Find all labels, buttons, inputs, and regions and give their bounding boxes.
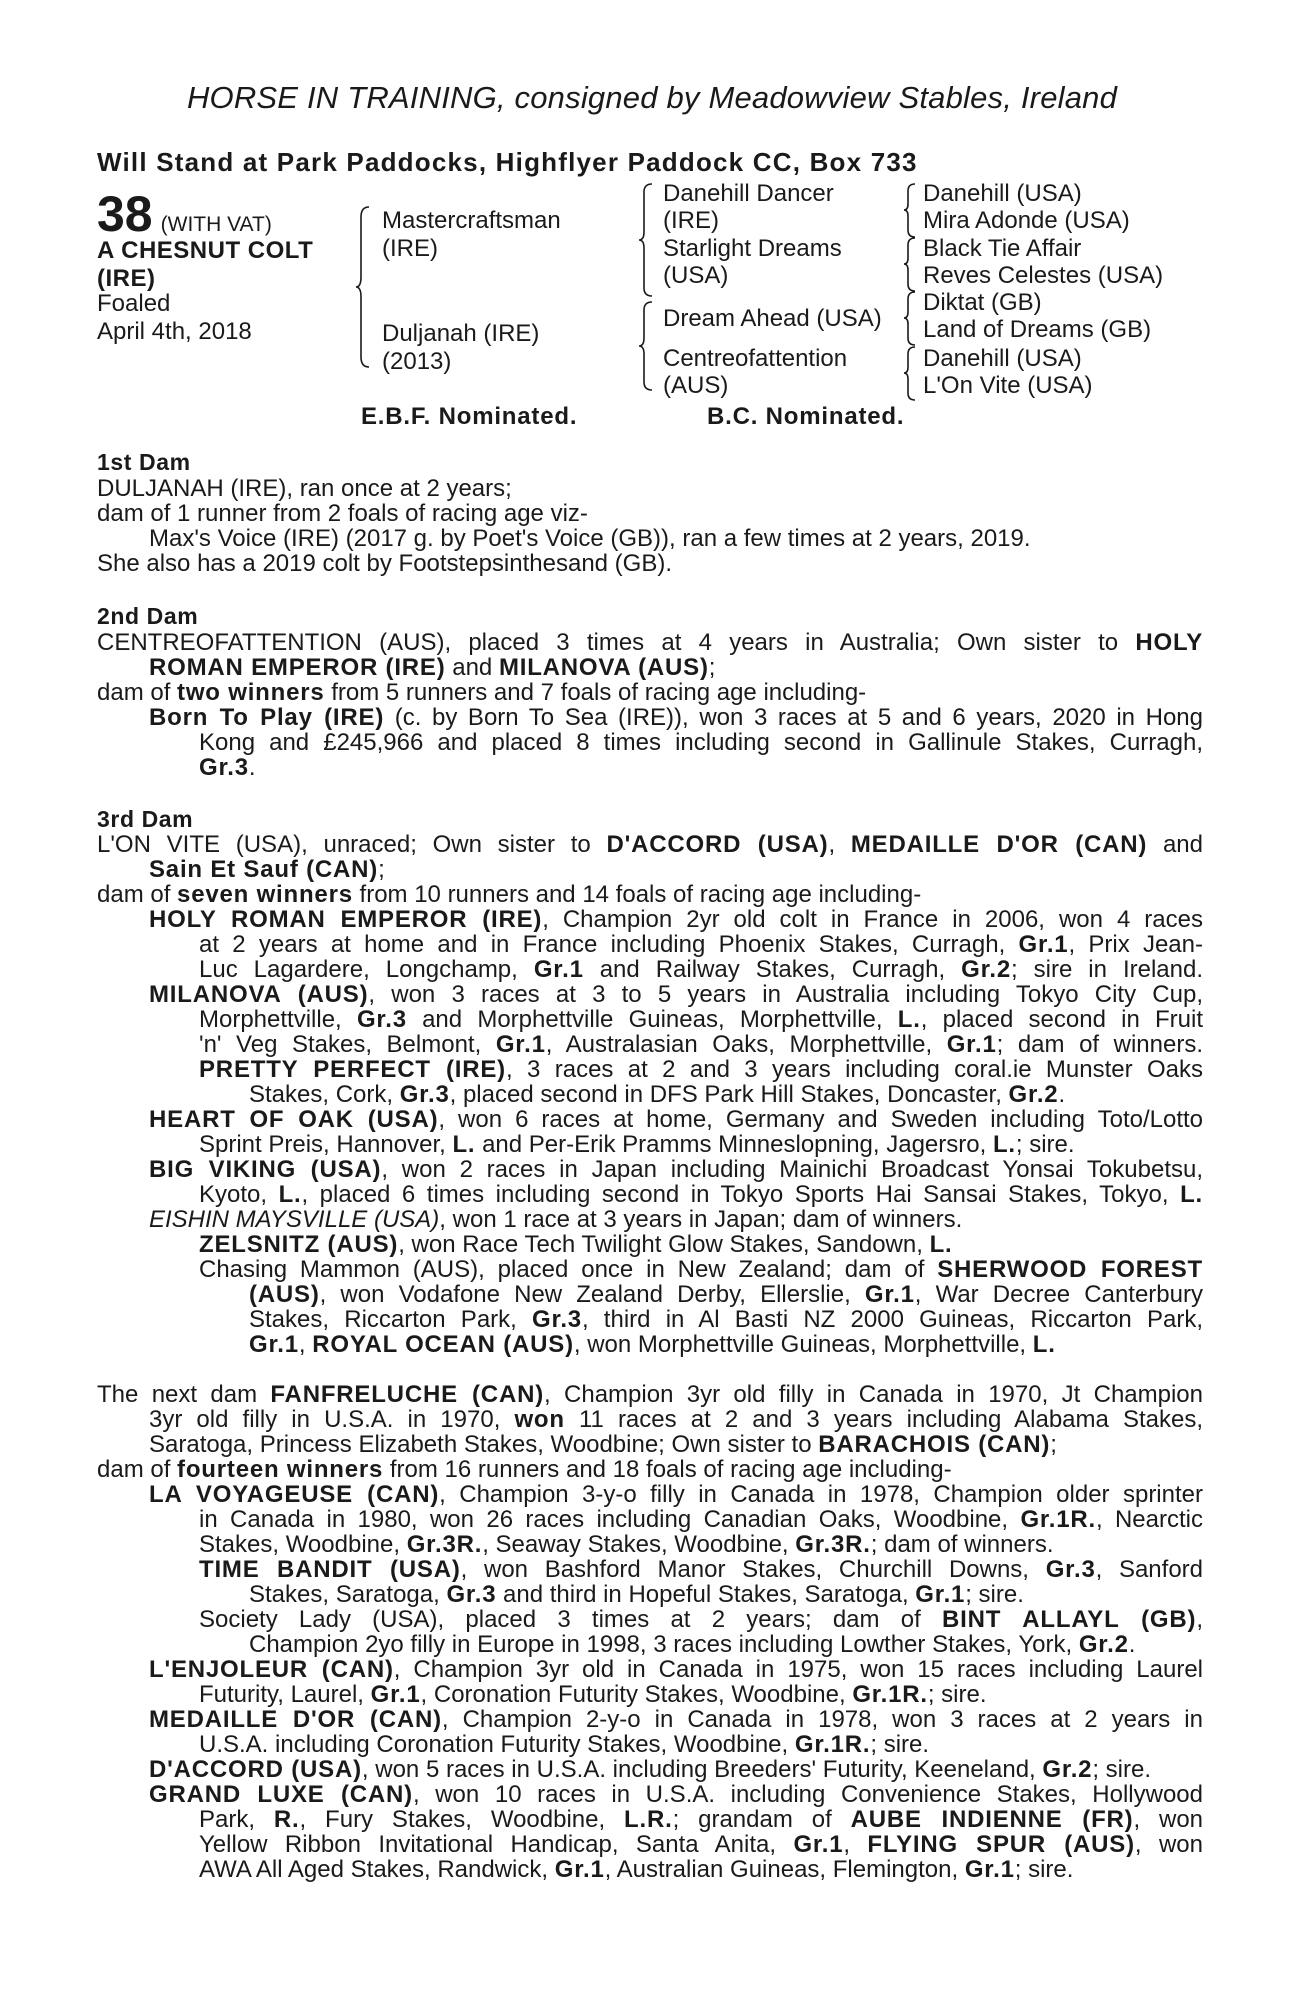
grade: Gr.2 [1008,1081,1059,1108]
horse-name: (AUS) [249,1281,320,1308]
granddam-4: L'On Vite (USA) [923,372,1093,399]
third-dam-line [199,1007,1203,1032]
text: , War Decree Canterbury [914,1281,1203,1308]
horse-name: MEDAILLE D'OR (CAN) [149,1706,442,1733]
grade: Gr.1 [946,1031,997,1058]
text: Park, [199,1806,256,1833]
text: and third in Hopeful Stakes, Saratoga, [503,1581,909,1608]
text: Stakes, Cork, [249,1081,394,1108]
text: , won 10 races in U.S.A. including Convenience Stakes, Hollywood [412,1781,1203,1808]
emphasis: fourteen winners [177,1456,384,1483]
text: , placed second in Fruit [920,1006,1204,1033]
text: The next dam [97,1381,258,1408]
dam-dam-origin: (AUS) [663,372,729,399]
next-dam-line [199,1732,929,1757]
text: ; sire. [1014,1856,1074,1883]
first-dam-line: She also has a 2019 colt by Footstepsinthesand (GB). [97,550,673,577]
third-dam-line [249,1307,1203,1332]
text: , Prix Jean- [1068,931,1203,958]
text: Saratoga, Princess Elizabeth Stakes, Woodbine; Own sister to [149,1431,812,1458]
foaled-date: April 4th, 2018 [97,318,252,345]
horse-name: BIG VIKING (USA) [149,1156,382,1183]
grade: Gr.3 [399,1081,450,1108]
third-dam-line [199,1132,1075,1157]
grade: Gr.1R. [1020,1506,1096,1533]
text: , won [1133,1806,1204,1833]
grade: Gr.1 [915,1581,966,1608]
text: and [452,654,493,681]
text: 3yr old filly in U.S.A. in 1970, [149,1406,501,1433]
second-dam-line [149,655,715,680]
third-dam-line [149,1107,1203,1132]
granddam-1: Mira Adonde (USA) [923,207,1130,234]
lot-number: 38 [97,186,153,242]
text: dam of [97,679,171,706]
text: Futurity, Laurel, [199,1681,364,1708]
text: ; grandam of [672,1806,832,1833]
sire-sire-name: Danehill Dancer [663,180,834,207]
dam-dam-name: Centreofattention [663,345,848,372]
horse-name: D'ACCORD (USA) [149,1756,362,1783]
text: , third in Al Basti NZ 2000 Guineas, Riccarton Park, [581,1306,1203,1333]
grade: L. [929,1231,953,1258]
third-dam-line [199,1232,953,1257]
grandsire-4: Danehill (USA) [923,345,1082,372]
second-dam-line: Kong and £245,966 and placed 8 times including second in Gallinule Stakes, Curragh, [199,729,1203,756]
text: from 5 runners and 7 foals of racing age including- [331,679,867,706]
text: ; dam of winners. [996,1031,1203,1058]
third-dam-line [149,1157,1203,1182]
second-dam-line [97,630,1203,655]
horse-name: HOLY [1135,629,1204,656]
text: , Champion 3yr old in Canada in 1975, won 15 races including Laurel [393,1656,1203,1683]
emphasis: won [514,1406,565,1433]
next-dam-line [199,1507,1203,1532]
grandsire-1: Danehill (USA) [923,180,1082,207]
text: , 3 races at 2 and 3 years including coral.ie Munster Oaks [505,1056,1203,1083]
grade: Gr.1 [1018,931,1069,958]
grade: L.R. [624,1806,673,1833]
horse-name: MILANOVA (AUS) [498,654,709,681]
horse-name: PRETTY PERFECT (IRE) [199,1056,506,1083]
text: Society Lady (USA), placed 3 times at 2 years; dam of [199,1606,921,1633]
granddam-3: Land of Dreams (GB) [923,316,1152,343]
first-dam-heading: 1st Dam [97,449,191,475]
text: and [1162,831,1203,858]
pedigree-brace-main [355,205,375,370]
text: ; [1050,1431,1057,1458]
text: , won Race Tech Twilight Glow Stakes, Sandown, [398,1231,923,1258]
horse-origin: (IRE) [97,265,156,292]
text: , Coronation Futurity Stakes, Woodbine, [420,1681,846,1708]
text: dam of [97,881,171,908]
text: from 10 runners and 14 foals of racing age including- [359,881,922,908]
pedigree-brace-g4 [903,345,919,403]
grade: L. [278,1181,302,1208]
text: , Champion 3-y-o filly in Canada in 1978, Champion older sprinter [439,1481,1203,1508]
text: (c. by Born To Sea (IRE)), won 3 races at 5 and 6 years, 2020 in Hong [394,704,1203,731]
third-dam-line [249,1282,1203,1307]
text: ; sire. [965,1581,1024,1608]
text: Chasing Mammon (AUS), placed once in New Zealand; dam of [199,1256,925,1283]
grade: Gr.1R. [852,1681,928,1708]
grade: Gr.1 [533,956,584,983]
horse-name: Sain Et Sauf (CAN) [149,856,379,883]
second-dam-heading: 2nd Dam [97,603,199,629]
text: , won 3 races at 3 to 5 years in Australia including Tokyo City Cup, [368,981,1203,1008]
text: AWA All Aged Stakes, Randwick, [199,1856,549,1883]
pedigree-brace-dam [638,300,656,392]
horse-name: MILANOVA (AUS) [149,981,369,1008]
ebf-nominated: E.B.F. Nominated. [361,403,578,430]
grade: Gr.1 [249,1331,299,1358]
third-dam-line [249,1332,1056,1357]
third-dam-line [199,932,1203,957]
text: , Champion 2yr old colt in France in 2006, won 4 races [542,906,1203,933]
horse-name: EISHIN MAYSVILLE (USA) [149,1206,440,1233]
text: Stakes, Woodbine, [199,1531,401,1558]
second-dam-line [199,755,256,780]
grade: Gr.2 [1078,1631,1129,1658]
text: , Australian Guineas, Flemington, [604,1856,959,1883]
text: ; sire. [927,1681,987,1708]
text: , Sanford [1095,1556,1204,1583]
sire-dam-name: Starlight Dreams [663,235,842,262]
text: , placed second in DFS Park Hill Stakes, Doncaster, [449,1081,1002,1108]
first-dam-line: Max's Voice (IRE) (2017 g. by Poet's Voice (GB)), ran a few times at 2 years, 2019. [149,525,1031,552]
third-dam-heading: 3rd Dam [97,806,194,832]
next-dam-line [249,1632,1135,1657]
grade: Gr.3 [356,1006,407,1033]
text: , [1196,1606,1203,1633]
grade: Gr.1 [495,1031,546,1058]
sire-sire-origin: (IRE) [663,207,719,234]
grade: R. [273,1806,300,1833]
emphasis: seven winners [177,881,353,908]
next-dam-line [149,1482,1203,1507]
horse-name: TIME BANDIT (USA) [199,1556,461,1583]
third-dam-line [199,957,1203,982]
second-dam-line [149,705,1203,730]
sire-dam-origin: (USA) [663,262,729,289]
grade: L. [992,1131,1016,1158]
next-dam-line [149,1432,1057,1457]
text: ; [708,654,716,681]
text: , won 6 races at home, Germany and Sweden including Toto/Lotto [438,1106,1204,1133]
grade: Gr.1 [864,1281,915,1308]
next-dam-line [97,1457,952,1482]
text: at 2 years at home and in France including Phoenix Stakes, Curragh, [199,931,1006,958]
text: , won [1134,1831,1203,1858]
third-dam-line [199,1257,1203,1282]
text: L'ON VITE (USA), unraced; Own sister to [97,831,591,858]
text: Stakes, Saratoga, [249,1581,440,1608]
text: , Seaway Stakes, Woodbine, [482,1531,789,1558]
vat-note: (WITH VAT) [160,213,272,236]
next-dam-line [97,1382,1203,1407]
text: dam of [97,1456,171,1483]
grade: Gr.1 [554,1856,605,1883]
text: . [1058,1081,1066,1108]
text: , won Vodafone New Zealand Derby, Ellerslie, [319,1281,851,1308]
bc-nominated: B.C. Nominated. [707,403,905,430]
horse-name: LA VOYAGEUSE (CAN) [149,1481,440,1508]
text: , won 5 races in U.S.A. including Breeders' Futurity, Keeneland, [361,1756,1036,1783]
third-dam-line [149,857,385,882]
text: U.S.A. including Coronation Futurity Stakes, Woodbine, [199,1731,789,1758]
grade: Gr.1 [964,1856,1015,1883]
first-dam-line: DULJANAH (IRE), ran once at 2 years; [97,475,512,502]
third-dam-line [149,1207,962,1232]
horse-name: AUBE INDIENNE (FR) [850,1806,1134,1833]
text: Stakes, Riccarton Park, [249,1306,517,1333]
text: Sprint Preis, Hannover, [199,1131,446,1158]
grade: Gr.3R. [406,1531,483,1558]
text: 11 races at 2 and 3 years including Alabama Stakes, [578,1406,1203,1433]
horse-name: ZELSNITZ (AUS) [199,1231,399,1258]
second-dam-line [97,680,866,705]
next-dam-line [149,1782,1203,1807]
third-dam-line [97,882,921,907]
horse-name: HOLY ROMAN EMPEROR (IRE) [149,906,543,933]
dam-year: (2013) [382,348,452,375]
lot-number-line [97,185,272,243]
horse-name: ROYAL OCEAN (AUS) [312,1331,574,1358]
horse-name: ROMAN EMPEROR (IRE) [149,654,446,681]
grade: Gr.1R. [794,1731,871,1758]
next-dam-line [199,1857,1073,1882]
grade: Gr.2 [961,956,1012,983]
grade: Gr.2 [1042,1756,1093,1783]
first-dam-line: dam of 1 runner from 2 foals of racing age viz- [97,500,588,527]
horse-name: GRAND LUXE (CAN) [149,1781,413,1808]
next-dam-line [149,1657,1203,1682]
third-dam-line [199,1057,1203,1082]
pedigree-brace-g2 [903,236,919,294]
dam-sire-name: Dream Ahead (USA) [663,305,882,332]
horse-name: BINT ALLAYL (GB) [941,1606,1197,1633]
text: Morphettville, [199,1006,342,1033]
text: and Morphettville Guineas, Morphettville, [422,1006,883,1033]
horse-name: L'ENJOLEUR (CAN) [149,1656,394,1683]
text: , placed 6 times including second in Tokyo Sports Hai Sansai Stakes, Tokyo, [301,1181,1169,1208]
horse-name: MEDAILLE D'OR (CAN) [850,831,1148,858]
text: , won Bashford Manor Stakes, Churchill Downs, [460,1556,1029,1583]
text: , Nearctic [1095,1506,1203,1533]
page-title: HORSE IN TRAINING, consigned by Meadowview Stables, Ireland [186,80,1118,115]
grandsire-2: Black Tie Affair [923,235,1082,262]
next-dam-line [149,1707,1203,1732]
text: , Champion 3yr old filly in Canada in 1970, Jt Champion [544,1381,1204,1408]
grade: Gr.3 [199,754,249,781]
stand-location: Will Stand at Park Paddocks, Highflyer Paddock CC, Box 733 [97,147,918,177]
third-dam-line [199,1032,1203,1057]
sire-origin: (IRE) [382,235,438,262]
text: in Canada in 1980, won 26 races including Canadian Oaks, Woodbine, [199,1506,1009,1533]
grade: Gr.1 [793,1831,844,1858]
text: , [843,1831,851,1858]
horse-name: D'ACCORD (USA) [606,831,829,858]
text: ; dam of winners. [870,1531,1054,1558]
next-dam-line [199,1807,1203,1832]
pedigree-brace-sire [638,182,656,300]
pedigree-brace-g1 [903,182,919,240]
text: Yellow Ribbon Invitational Handicap, Santa Anita, [199,1831,777,1858]
grade: Gr.3 [532,1306,582,1333]
text: ; sire in Ireland. [1011,956,1204,983]
third-dam-line [199,1182,1203,1207]
text: , Champion 2-y-o in Canada in 1978, won 3 races at 2 years in [441,1706,1203,1733]
horse-name: SHERWOOD FOREST [937,1256,1203,1283]
next-dam-line [199,1607,1203,1632]
horse-name: HEART OF OAK (USA) [149,1106,439,1133]
grandsire-3: Diktat (GB) [923,289,1042,316]
text: . [1128,1631,1136,1658]
text: ; sire. [870,1731,930,1758]
text: from 16 runners and 18 foals of racing age including- [389,1456,952,1483]
horse-name: FANFRELUCHE (CAN) [270,1381,545,1408]
horse-name: BARACHOIS (CAN) [818,1431,1051,1458]
foaled-label: Foaled [97,290,171,317]
third-dam-line [249,1082,1065,1107]
pedigree-brace-g3 [903,290,919,348]
text: Luc Lagardere, Longchamp, [199,956,518,983]
horse-name: Born To Play (IRE) [149,704,385,731]
next-dam-line [199,1532,1054,1557]
text: . [248,754,256,781]
text: , Fury Stakes, Woodbine, [299,1806,606,1833]
grade: L. [1032,1331,1056,1358]
text: ; [378,856,385,883]
text: 'n' Veg Stakes, Belmont, [199,1031,482,1058]
text: , won Morphettville Guineas, Morphettville, [573,1331,1027,1358]
grade: Gr.1 [370,1681,421,1708]
third-dam-line [149,907,1203,932]
text: , [298,1331,306,1358]
horse-name: FLYING SPUR (AUS) [867,1831,1135,1858]
text: , won 2 races in Japan including Mainichi Broadcast Yonsai Tokubetsu, [381,1156,1203,1183]
next-dam-line [149,1757,1151,1782]
text: Kyoto, [199,1181,268,1208]
text: and Per-Erik Pramms Minneslopning, Jagersro, [482,1131,987,1158]
text: and Railway Stakes, Curragh, [599,956,946,983]
text: ; sire. [1015,1131,1075,1158]
next-dam-line [199,1682,987,1707]
emphasis: two winners [177,679,325,706]
grade: Gr.3 [1045,1556,1096,1583]
dam-name: Duljanah (IRE) [382,320,540,347]
third-dam-line [149,982,1203,1007]
grade: Gr.3 [446,1581,497,1608]
next-dam-line [149,1407,1203,1432]
horse-description: A CHESNUT COLT [97,237,314,264]
grade: Gr.3R. [795,1531,871,1558]
third-dam-line [97,832,1203,857]
text: , [828,831,836,858]
text: ; sire. [1092,1756,1151,1783]
sire-name: Mastercraftsman [382,207,561,234]
granddam-2: Reves Celestes (USA) [923,262,1164,289]
next-dam-line [199,1832,1203,1857]
text: Champion 2yo filly in Europe in 1998, 3 races including Lowther Stakes, York, [249,1631,1073,1658]
text: CENTREOFATTENTION (AUS), placed 3 times at 4 years in Australia; Own sister to [97,629,1119,656]
grade: L. [452,1131,476,1158]
grade: L. [1180,1181,1203,1208]
next-dam-line [199,1557,1203,1582]
grade: L. [897,1006,921,1033]
text: , won 1 race at 3 years in Japan; dam of winners. [439,1206,963,1233]
next-dam-line [249,1582,1024,1607]
text: , Australasian Oaks, Morphettville, [545,1031,933,1058]
